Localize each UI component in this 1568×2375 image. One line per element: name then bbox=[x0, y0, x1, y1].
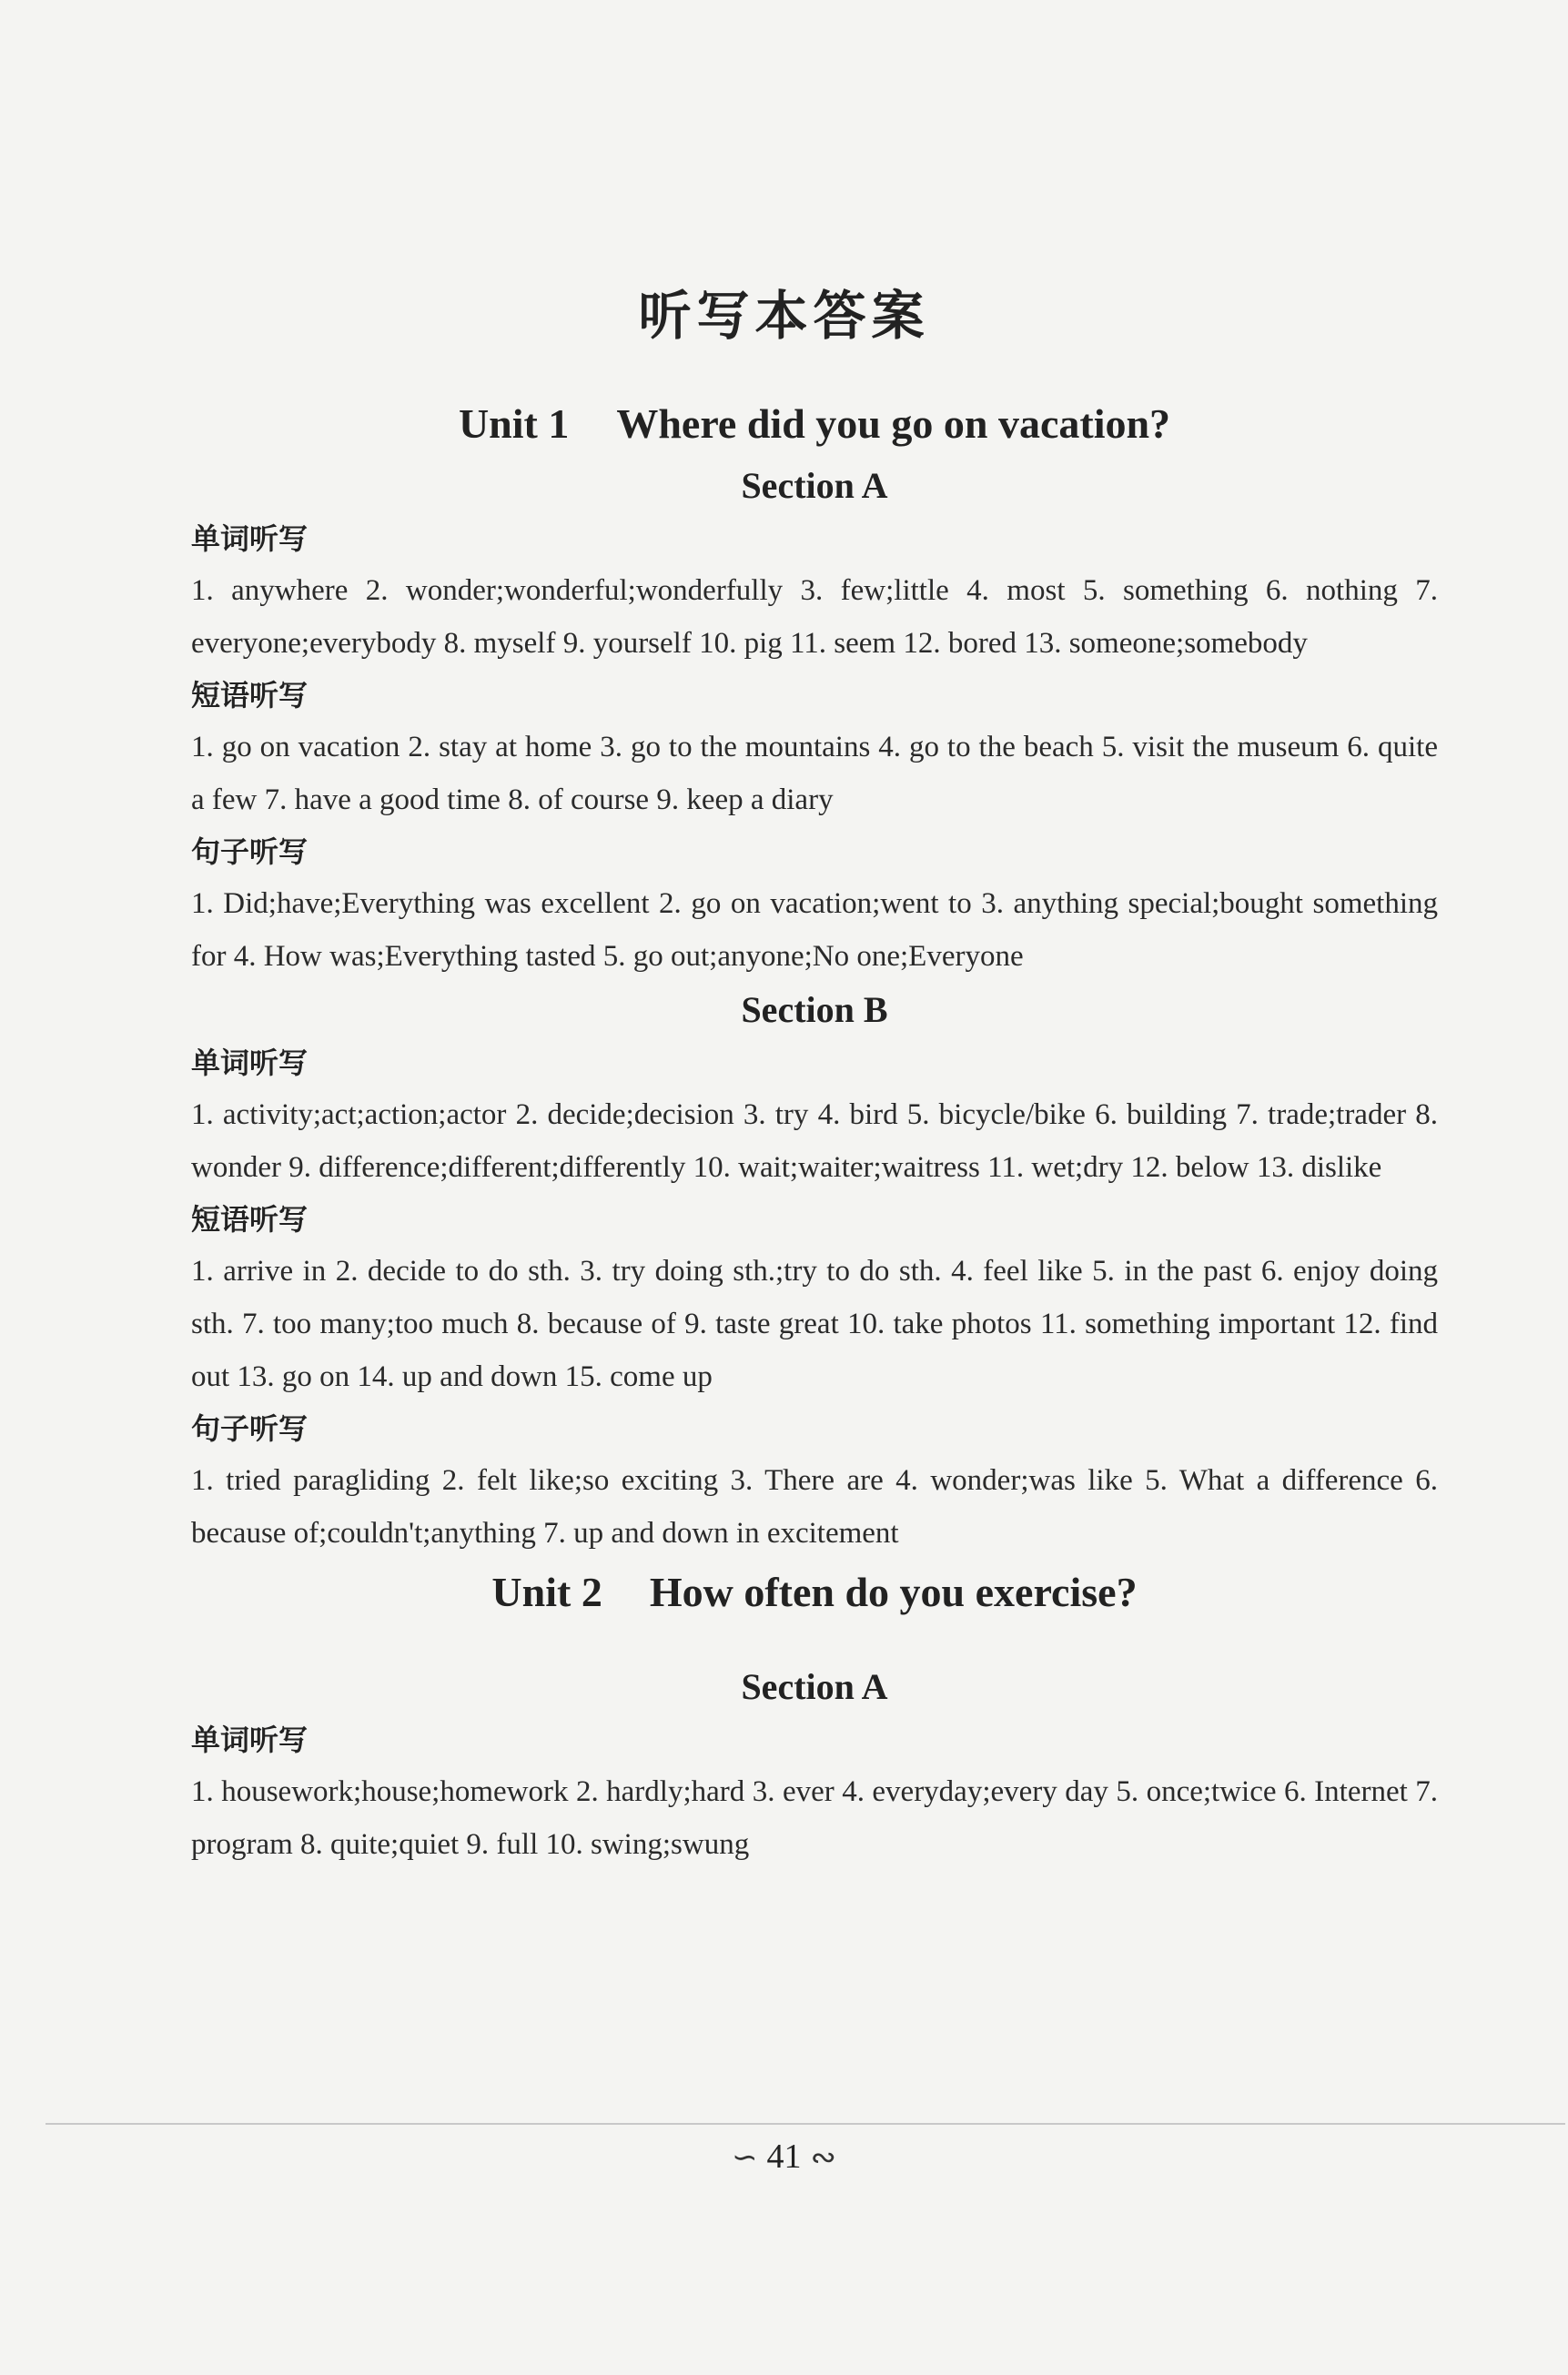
section-heading: Section B bbox=[741, 989, 888, 1030]
page-number bbox=[0, 2137, 1568, 2177]
unit-title: How often do you exercise? bbox=[649, 1569, 1138, 1615]
category-heading-sentences: 句子听写 bbox=[191, 1411, 309, 1446]
phrase-answers: 1. go on vacation 2. stay at home 3. go to the mountains 4. go to the beach 5. visit the museum 6. quite a few 7. have a good time 8. of course 9. keep a diary bbox=[191, 731, 1438, 816]
unit-label: Unit 1 bbox=[458, 400, 570, 447]
footer-divider bbox=[46, 2123, 1565, 2125]
unit-heading bbox=[191, 391, 1438, 457]
section-heading: Section A bbox=[741, 465, 888, 506]
unit-block bbox=[191, 391, 1438, 1560]
category-heading-words: 单词听写 bbox=[191, 521, 309, 556]
sentence-answers: 1. Did;have;Everything was excellent 2. go on vacation;went to 3. anything special;bought something for 4. How was;Everything tasted 5. go out;anyone;No one;Everyone bbox=[191, 887, 1438, 973]
page-title: 听写本答案 bbox=[638, 285, 930, 347]
unit-heading bbox=[191, 1560, 1438, 1625]
unit-block bbox=[191, 1560, 1438, 1871]
answer-content bbox=[191, 391, 1438, 1871]
word-answers: 1. anywhere 2. wonder;wonderful;wonderfully 3. few;little 4. most 5. something 6. nothing 7. everyone;everybody 8. myself 9. yourself 10. pig 11. seem 12. bored 13. someone;somebody bbox=[191, 574, 1438, 660]
category-heading-phrases: 短语听写 bbox=[191, 678, 309, 712]
category-heading-phrases: 短语听写 bbox=[191, 1202, 309, 1237]
unit-title: Where did you go on vacation? bbox=[616, 400, 1171, 447]
category-heading-words: 单词听写 bbox=[191, 1723, 309, 1757]
ornament-right-icon: ∾ bbox=[810, 2141, 836, 2175]
phrase-answers: 1. arrive in 2. decide to do sth. 3. try doing sth.;try to do sth. 4. feel like 5. in the past 6. enjoy doing sth. 7. too many;too much 8. because of 9. taste great 10. take photos 11. something important 12. find out 13. go on 14. up and down 15. come up bbox=[191, 1255, 1438, 1393]
unit-label: Unit 2 bbox=[491, 1569, 602, 1615]
sentence-answers: 1. tried paragliding 2. felt like;so exciting 3. There are 4. wonder;was like 5. What a difference 6. because of;couldn't;anything 7. up and down in excitement bbox=[191, 1464, 1438, 1550]
section-heading: Section A bbox=[741, 1666, 888, 1707]
word-answers: 1. housework;house;homework 2. hardly;hard 3. ever 4. everyday;every day 5. once;twice 6. Internet 7. program 8. quite;quiet 9. full 10. swing;swung bbox=[191, 1775, 1438, 1861]
category-heading-words: 单词听写 bbox=[191, 1046, 309, 1080]
ornament-left-icon: ∽ bbox=[732, 2141, 758, 2175]
spacer bbox=[191, 1627, 1438, 1660]
page-number-value: 41 bbox=[766, 2138, 802, 2176]
category-heading-sentences: 句子听写 bbox=[191, 834, 309, 869]
word-answers: 1. activity;act;action;actor 2. decide;decision 3. try 4. bird 5. bicycle/bike 6. building 7. trade;trader 8. wonder 9. difference;different;differently 10. wait;waiter;waitress 11. wet;dry 12. below 13. dislike bbox=[191, 1098, 1438, 1184]
